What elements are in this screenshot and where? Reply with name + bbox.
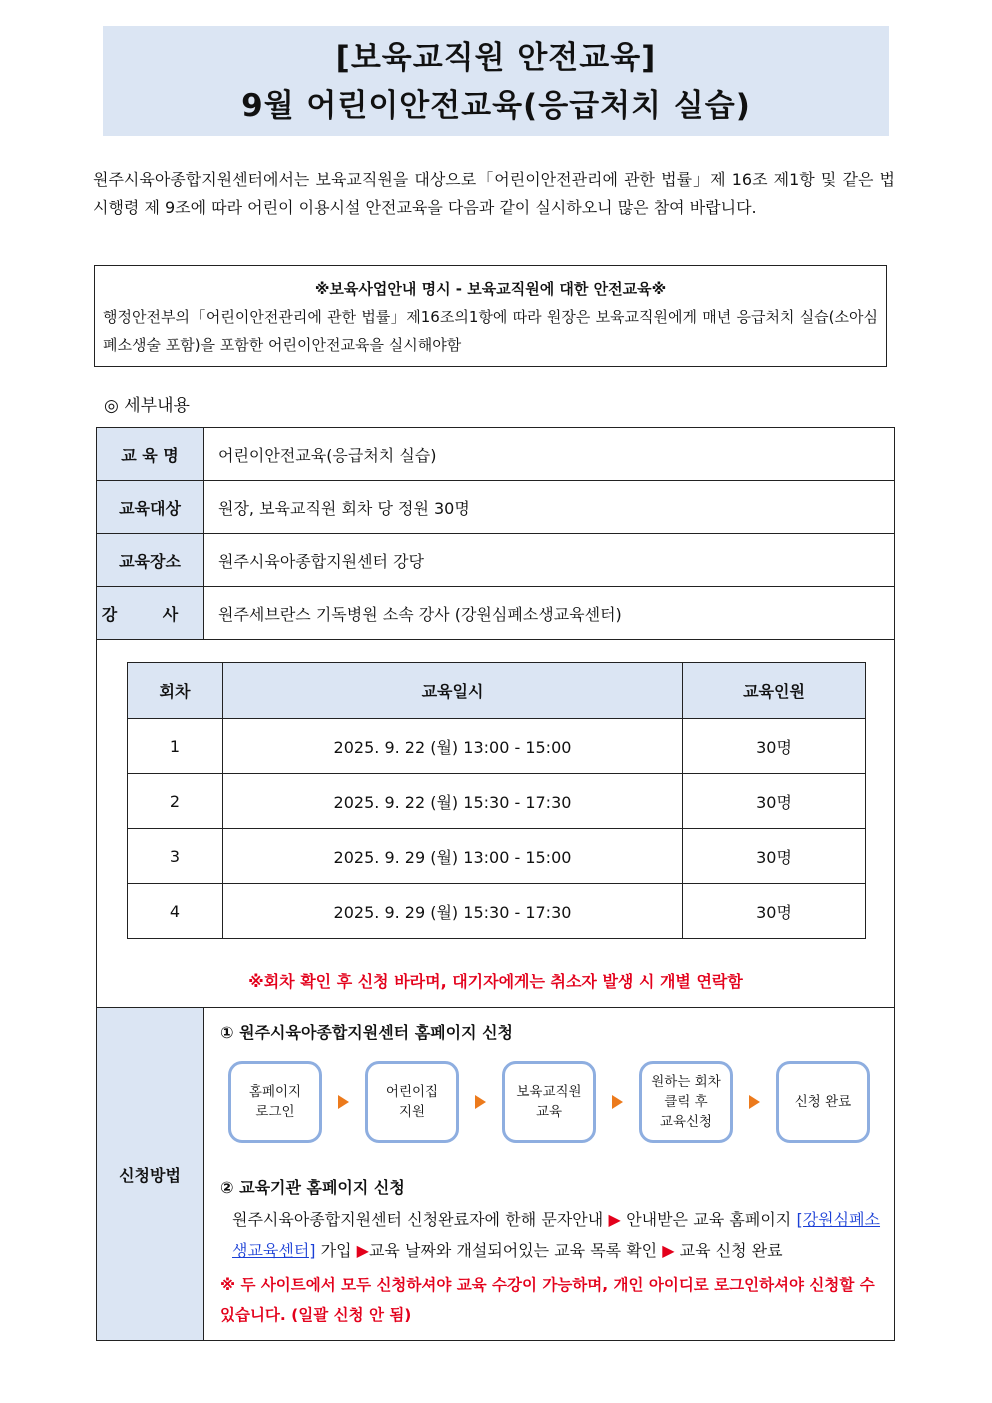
- flow-line: 홈페이지: [248, 1084, 302, 1100]
- schedule-row: [97, 640, 895, 1008]
- flow-line: 로그인: [255, 1104, 295, 1120]
- session-datetime: 2025. 9. 22 (월) 15:30 - 17:30: [223, 774, 683, 829]
- notice-box: [94, 265, 887, 367]
- apply-row: [97, 1008, 895, 1341]
- flow-line: 신청 완료: [794, 1094, 852, 1110]
- arrow-right-icon: ▶: [356, 1241, 369, 1260]
- schedule-header-no: 회차: [128, 663, 223, 719]
- detail-value: 원주시육아종합지원센터 강당: [204, 534, 895, 587]
- step2-text-a: 원주시육아종합지원센터 신청완료자에 한해 문자안내: [232, 1210, 604, 1229]
- detail-row: [97, 481, 895, 534]
- table-row: [128, 719, 866, 774]
- page-subtitle: 9월 어린이안전교육(응급처치 실습): [241, 88, 751, 124]
- session-no: 3: [128, 829, 223, 884]
- schedule-table: [127, 662, 866, 939]
- schedule-note: ※회차 확인 후 신청 바라며, 대기자에게는 취소자 발생 시 개별 연락함: [248, 972, 743, 991]
- arrow-right-icon: [338, 1095, 349, 1109]
- session-datetime: 2025. 9. 22 (월) 13:00 - 15:00: [223, 719, 683, 774]
- detail-row: [97, 534, 895, 587]
- detail-label: 교 육 명: [97, 428, 204, 481]
- step2-description: [220, 1204, 880, 1266]
- cpr-center-link[interactable]: [강원심폐소생교육센터]: [232, 1210, 881, 1260]
- session-datetime: 2025. 9. 29 (월) 13:00 - 15:00: [223, 829, 683, 884]
- step2-text-b: 안내받은 교육 홈페이지: [626, 1210, 792, 1229]
- detail-label: 교육장소: [97, 534, 204, 587]
- session-capacity: 30명: [683, 774, 866, 829]
- table-row: [128, 829, 866, 884]
- session-no: 1: [128, 719, 223, 774]
- arrow-right-icon: ▶: [662, 1241, 675, 1260]
- flow-line: 교육: [535, 1104, 563, 1120]
- flow-step-daycare: [365, 1061, 459, 1143]
- arrow-right-icon: [749, 1095, 760, 1109]
- arrow-right-icon: [612, 1095, 623, 1109]
- detail-row: [97, 428, 895, 481]
- session-no: 2: [128, 774, 223, 829]
- detail-value: 원주세브란스 기독병원 소속 강사 (강원심폐소생교육센터): [204, 587, 895, 640]
- flow-line: 지원: [398, 1104, 426, 1120]
- schedule-header: [128, 663, 866, 719]
- notice-body: 행정안전부의「어린이안전관리에 관한 법률」제16조의1항에 따라 원장은 보육교직원에게 매년 응급처치 실습(소아심폐소생술 포함)을 포함한 어린이안전교육을 실시해야함: [103, 308, 878, 354]
- apply-flow: [228, 1061, 880, 1143]
- step2-text-e: 교육 신청 완료: [679, 1241, 783, 1260]
- apply-warning: ※ 두 사이트에서 모두 신청하셔야 교육 수강이 가능하며, 개인 아이디로 로그인하셔야 신청할 수 있습니다. (일괄 신청 안 됨): [220, 1276, 875, 1324]
- session-capacity: 30명: [683, 719, 866, 774]
- detail-label: 교육대상: [97, 481, 204, 534]
- flow-step-staff-education: [502, 1061, 596, 1143]
- table-row: [128, 884, 866, 939]
- detail-value: 어린이안전교육(응급처치 실습): [204, 428, 895, 481]
- apply-label: 신청방법: [97, 1008, 204, 1341]
- notice-heading: ※보육사업안내 명시 - 보육교직원에 대한 안전교육※: [314, 280, 667, 298]
- session-datetime: 2025. 9. 29 (월) 15:30 - 17:30: [223, 884, 683, 939]
- flow-step-login: [228, 1061, 322, 1143]
- schedule-header-datetime: 교육일시: [223, 663, 683, 719]
- session-capacity: 30명: [683, 884, 866, 939]
- intro-paragraph: 원주시육아종합지원센터에서는 보육교직원을 대상으로「어린이안전관리에 관한 법률」제 16조 제1항 및 같은 법 시행령 제 9조에 따라 어린이 이용시설 안전교육을 다음과 같이 실시하오니 많은 참여 바랍니다.: [93, 170, 895, 217]
- table-row: [128, 774, 866, 829]
- session-no: 4: [128, 884, 223, 939]
- details-table: [96, 427, 895, 1341]
- section-title: ◎ 세부내용: [104, 396, 190, 416]
- step2-text-d: 교육 날짜와 개설되어있는 교육 목록 확인: [368, 1241, 658, 1260]
- flow-line: 클릭 후: [664, 1094, 708, 1110]
- flow-step-select-session: [639, 1061, 733, 1143]
- flow-line: 원하는 회차: [651, 1074, 721, 1090]
- apply-content: [204, 1008, 895, 1341]
- step1-title: ① 원주시육아종합지원센터 홈페이지 신청: [220, 1023, 514, 1042]
- flow-line: 보육교직원: [516, 1084, 582, 1100]
- step2-text-c: 가입: [320, 1241, 352, 1260]
- flow-line: 교육신청: [659, 1114, 713, 1130]
- detail-value: 원장, 보육교직원 회차 당 정원 30명: [204, 481, 895, 534]
- step2-title: ② 교육기관 홈페이지 신청: [220, 1178, 405, 1197]
- flow-step-complete: [776, 1061, 870, 1143]
- session-capacity: 30명: [683, 829, 866, 884]
- flow-line: 어린이집: [385, 1084, 439, 1100]
- schedule-cell: [97, 640, 895, 1008]
- page-title: [보육교직원 안전교육]: [335, 40, 657, 76]
- title-banner: [103, 26, 889, 136]
- schedule-header-capacity: 교육인원: [683, 663, 866, 719]
- detail-label: 강 사: [97, 587, 204, 640]
- arrow-right-icon: ▶: [608, 1210, 621, 1229]
- detail-row: [97, 587, 895, 640]
- arrow-right-icon: [475, 1095, 486, 1109]
